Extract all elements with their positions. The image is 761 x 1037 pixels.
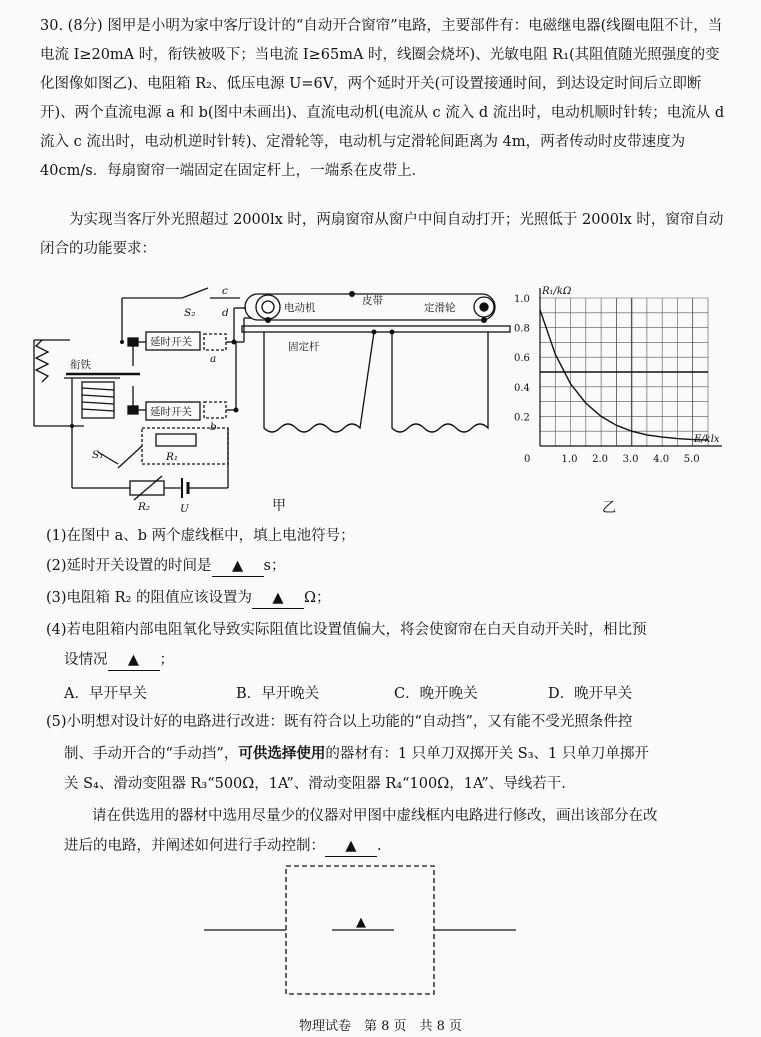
q5-line-1: (5)小明想对设计好的电路进行改进：既有符合以上功能的“自动挡”，又有能不受光照条件控 <box>46 714 633 730</box>
x-tick-label: 3.0 <box>622 454 639 465</box>
answer-blank-4[interactable]: ▲ <box>108 650 160 671</box>
option-b[interactable]: B．早开晚关 <box>236 686 320 702</box>
option-c[interactable]: C．晚开晚关 <box>394 686 478 702</box>
x-tick-label: 1.0 <box>561 454 578 465</box>
photoresistor-r1 <box>156 434 196 446</box>
x-tick-label: 5.0 <box>683 454 700 465</box>
series-line-r1 <box>540 310 708 440</box>
question-requirement: 为实现当客厅外光照超过 2000lx 时，两扇窗帘从窗户中间自动打开；光照低于 2000lx 时，窗帘自动闭合的功能要求： <box>40 212 724 257</box>
y-tick-label: 0.2 <box>514 412 530 424</box>
label-a: a <box>210 353 217 365</box>
q5-line-5: 进后的电路，并阐述如何进行手动控制： ▲ . <box>64 836 382 857</box>
q5-line-2: 制、手动开合的“手动挡”，可供选择使用的器材有：1 只单刀双掷开关 S₃、1 只单刀单掷开 <box>64 745 649 762</box>
subquestion-3: (3)电阻箱 R₂ 的阻值应该设置为 ▲ Ω； <box>46 588 331 609</box>
x-axis-label: E/klx <box>694 434 720 445</box>
label-u: U <box>180 503 189 515</box>
y-tick-label: 0.4 <box>514 382 530 394</box>
label-s1: S₁ <box>92 449 104 461</box>
q5-bold-phrase: 可供选择使用 <box>238 745 326 762</box>
x-tick-label: 0 <box>524 454 531 465</box>
label-armature: 衔铁 <box>70 359 91 371</box>
curtain-right <box>392 332 488 432</box>
relay-coil <box>82 382 114 418</box>
label-motor: 电动机 <box>284 302 316 314</box>
page-footer: 物理试卷 第 8 页 共 8 页 <box>298 1019 463 1034</box>
subquestion-2: (2)延时开关设置的时间是 ▲ s； <box>46 556 286 577</box>
x-tick-label: 2.0 <box>592 454 608 465</box>
label-delay-1: 延时开关 <box>150 336 192 348</box>
q5-line-3: 关 S₄、滑动变阻器 R₃“500Ω，1A”、滑动变阻器 R₄“100Ω，1A”、导线若干. <box>64 776 566 792</box>
answer-blank-3[interactable]: ▲ <box>252 588 304 609</box>
caption-jia: 甲 <box>272 498 286 514</box>
option-d[interactable]: D．晚开早关 <box>548 686 633 702</box>
answer-blank-5[interactable]: ▲ <box>325 836 377 857</box>
label-d: d <box>222 307 229 319</box>
motor <box>256 295 280 319</box>
label-c: c <box>222 285 228 297</box>
relay-spring <box>36 340 48 382</box>
x-tick-label: 4.0 <box>653 454 670 465</box>
label-r1: R₁ <box>166 451 179 463</box>
question-number: 30. <box>40 18 64 34</box>
figure-jia <box>22 278 522 518</box>
label-belt: 皮带 <box>362 295 383 307</box>
switch-s2 <box>182 288 208 298</box>
answer-blank-2[interactable]: ▲ <box>212 556 264 577</box>
q5-line-4: 请在供选用的器材中选用尽量少的仪器对甲图中虚线框内电路进行修改，画出该部分在改 <box>92 808 658 824</box>
figure-yi <box>500 276 740 520</box>
question-intro <box>40 12 730 186</box>
y-tick-label: 1.0 <box>514 294 530 305</box>
chart-caption: 乙 <box>602 500 616 516</box>
question-intro-text: 图甲是小明为家中客厅设计的“自动开合窗帘”电路，主要部件有：电磁继电器(线圈电阻不计，当电流 I≥20mA 时，衔铁被吸下；当电流 I≥65mA 时，线圈会烧坏)、光敏电阻 R₁(其阻值随光照强度的变化图像如图乙)、电阻箱 R₂、低压电源 U=6V，两个延时开关(可设置接通时间，到达设定时间后立即断开)、两个直流电源 a 和 b(图中未画出)、直流电动机(电流从 c 流入 d 流出时，电动机顺时针转；电流从 d 流入 c 流出时，电动机逆时针转)、定滑轮等，电动机与定滑轮间距离为 4m，两者传动时皮带速度为 40cm/s．每扇窗帘一端固定在固定杆上，一端系在皮带上． <box>40 18 725 179</box>
subquestion-1: (1)在图中 a、b 两个虚线框中，填上电池符号； <box>46 528 355 544</box>
label-b: b <box>210 421 217 433</box>
answer-drawing-box[interactable] <box>200 860 530 1000</box>
option-a[interactable]: A．早开早关 <box>64 686 147 702</box>
subquestion-4-cont: 设情况 ▲ ； <box>64 650 174 671</box>
y-tick-label: 0.6 <box>514 353 530 365</box>
question-score: (8分) <box>67 18 103 34</box>
answer-mark: ▲ <box>356 915 366 930</box>
subquestion-4: (4)若电阻箱内部电阻氧化导致实际阻值比设置值偏大，将会使窗帘在白天自动开关时，相比预 <box>46 622 647 638</box>
resistor-box-r2 <box>130 481 164 495</box>
label-r2: R₂ <box>138 501 151 513</box>
label-delay-2: 延时开关 <box>150 406 192 418</box>
label-pulley: 定滑轮 <box>424 302 456 314</box>
label-rod: 固定杆 <box>288 341 320 353</box>
y-tick-label: 0.8 <box>514 323 530 335</box>
label-s2: S₂ <box>184 307 196 319</box>
y-axis-label: R₁/kΩ <box>542 286 572 297</box>
